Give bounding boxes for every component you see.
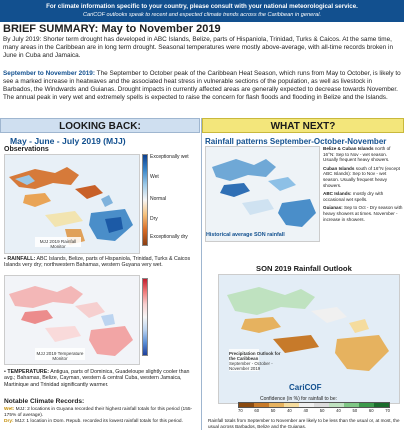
son-rainfall-title: Rainfall patterns September-October-November [205,137,387,146]
confidence-swatch [254,403,269,407]
notable-records-title: Notable Climate Records: [4,398,85,405]
banner-line-2: CariCOF outlooks speak to recent and expected climate trends across the Caribbean in general. [82,12,322,18]
confidence-tick: 40 [287,408,292,413]
zone-item [323,166,403,188]
temperature-label: TEMPERATURE: [7,369,50,375]
confidence-swatch [284,403,299,407]
confidence-tick-labels [238,408,390,413]
confidence-title: Confidence (in %) for rainfall to be: [260,396,337,402]
zone-text: mostly dry with occasional wet spells. [323,191,384,202]
zone-text: north of 16°N: Sep to Nov - wet season. Usually frequent heavy showers. [323,146,391,163]
caricof-logo: CariCOF [289,383,322,392]
sep-nov-text: The September to October peak of the Caribbean Heat Season, which runs from May to October, is likely to see a marked increase in heatwaves and the associated heat stress in vulnerable sections of the population, as well as livestock in Barbados, the Windwards and Guianas. Drought impacts in currently affected areas are generally expected to decrease towards November. The annual peak in very wet and extremely spells is expected to raise the concern for flash floods and flooding in Belize and the Islands. [3,70,401,101]
what-next-header: WHAT NEXT? [202,118,404,133]
scale-label-exceptionally-wet: Exceptionally wet [150,154,189,160]
confidence-tick: 40 [336,408,341,413]
mjj-period-title: May - June - July 2019 (MJJ) [10,136,126,146]
scale-label-exceptionally-dry: Exceptionally dry [150,234,188,240]
confidence-swatch [329,403,344,407]
outlook-map-label-2: September - October - November 2019 [229,361,273,371]
temperature-monitor-map [4,275,140,365]
confidence-tick: 70 [385,408,390,413]
confidence-swatch [314,403,329,407]
precipitation-outlook-map [218,274,400,404]
record-dry-text: MJJ: 1 location in Dom. Repub. recorded its lowest rainfall totals for this period. [13,419,183,424]
info-banner [0,0,404,22]
zone-head: ABC Islands: [323,191,352,197]
zone-item [323,205,403,222]
zone-head: Belize & Cuban Islands [323,146,374,151]
confidence-tick: 70 [238,408,243,413]
record-dry-tag: Dry: [4,419,14,424]
rainfall-text: ABC Islands, Belize, parts of Hispaniola, Trinidad, Turks & Caicos Islands very dry; northwestern Bahamas, western Guyana very wet. [4,256,191,269]
sep-nov-paragraph [3,70,401,102]
historical-average-label: Historical average SON rainfall [206,232,285,238]
confidence-swatch [374,403,389,407]
confidence-tick: 60 [368,408,374,413]
outlook-footer-text: Rainfall totals from September to November are likely to be less than the usual or, at most, the usual across Barbados, Belize and the Guianas. [208,418,400,429]
outlook-map-label-1: Precipitation Outlook for the Caribbean [229,351,281,361]
record-wet-tag: Wet: [4,407,15,412]
brief-summary-title: BRIEF SUMMARY: May to November 2019 [3,23,221,35]
confidence-swatch [344,403,359,407]
historical-son-map [205,146,320,242]
confidence-swatch [269,403,284,407]
sep-nov-label: September to November 2019: [3,70,95,77]
zone-item [323,191,403,202]
zone-head: Cuban Islands [323,165,355,171]
record-wet-text: MJJ: 2 locations in Guyana recorded their highest rainfall totals for this period (155-175% of average). [4,407,193,418]
temperature-color-scale [142,278,148,356]
rainfall-label: RAINFALL: [7,256,36,262]
record-dry [4,419,200,425]
temp-map-caption: MJJ 2019 Temperature Monitor [36,351,84,361]
record-wet [4,407,200,419]
observations-label: Observations [4,146,49,153]
scale-label-dry: Dry [150,216,158,222]
rainfall-color-scale [142,154,148,246]
temperature-summary: • TEMPERATURE: Antigua, parts of Dominica, Guadeloupe slightly cooler than avg.; Bahamas, Belize, Cayman, western & central Cuba, western Jamaica, Martinique and Trinidad significantly warmer. [4,369,190,388]
rain-map-caption: MJJ 2019 Rainfall Monitor [39,239,77,249]
rainfall-summary: • RAINFALL: ABC Islands, Belize, parts of Hispaniola, Trinidad, Turks & Caicos Islands very dry; northwestern Bahamas, western Guyana very wet. [4,256,191,269]
confidence-tick: 50 [319,408,325,413]
column-divider [201,118,202,430]
rainfall-monitor-map [4,154,140,254]
scale-label-normal: Normal [150,196,167,202]
zone-text: south of 16°N (except ABC Islands): Sep to Nov - wet season. Usually frequent heavy showers. [323,165,400,188]
zone-text: Sep to Oct - Dry season with heavy showers at times. November - increase in showers. [323,205,403,222]
rainfall-zones-list [323,146,403,225]
zone-head: Guianas: [323,205,343,211]
banner-line-1: For climate information specific to your country, please consult with your national meteorological service. [46,3,358,10]
temperature-text: Antigua, parts of Dominica, Guadeloupe slightly cooler than avg.; Bahamas, Belize, Cayman, western & central Cuba, western Jamaica, Martinique and Trinidad significantly warmer. [4,369,190,388]
confidence-swatch [239,403,254,407]
confidence-swatch [359,403,374,407]
son-outlook-title: SON 2019 Rainfall Outlook [256,264,352,273]
confidence-tick: 60 [254,408,260,413]
scale-label-wet: Wet [150,174,159,180]
confidence-tick: 50 [270,408,276,413]
confidence-tick: 40 [303,408,309,413]
looking-back-header: LOOKING BACK: [0,118,200,133]
zone-item [323,146,403,163]
brief-summary-text: By July 2019: Shorter term drought has developed in ABC Islands, Belize, parts of Hispaniola, Trinidad, Turks & Caicos. At the same time, many areas in the Caribbean are in long term drought. Seasonal temperatures were mostly above-average, with all-time records broken in June in Cuba and Jamaica. [3,36,394,59]
confidence-swatch [299,403,314,407]
confidence-tick: 50 [352,408,358,413]
